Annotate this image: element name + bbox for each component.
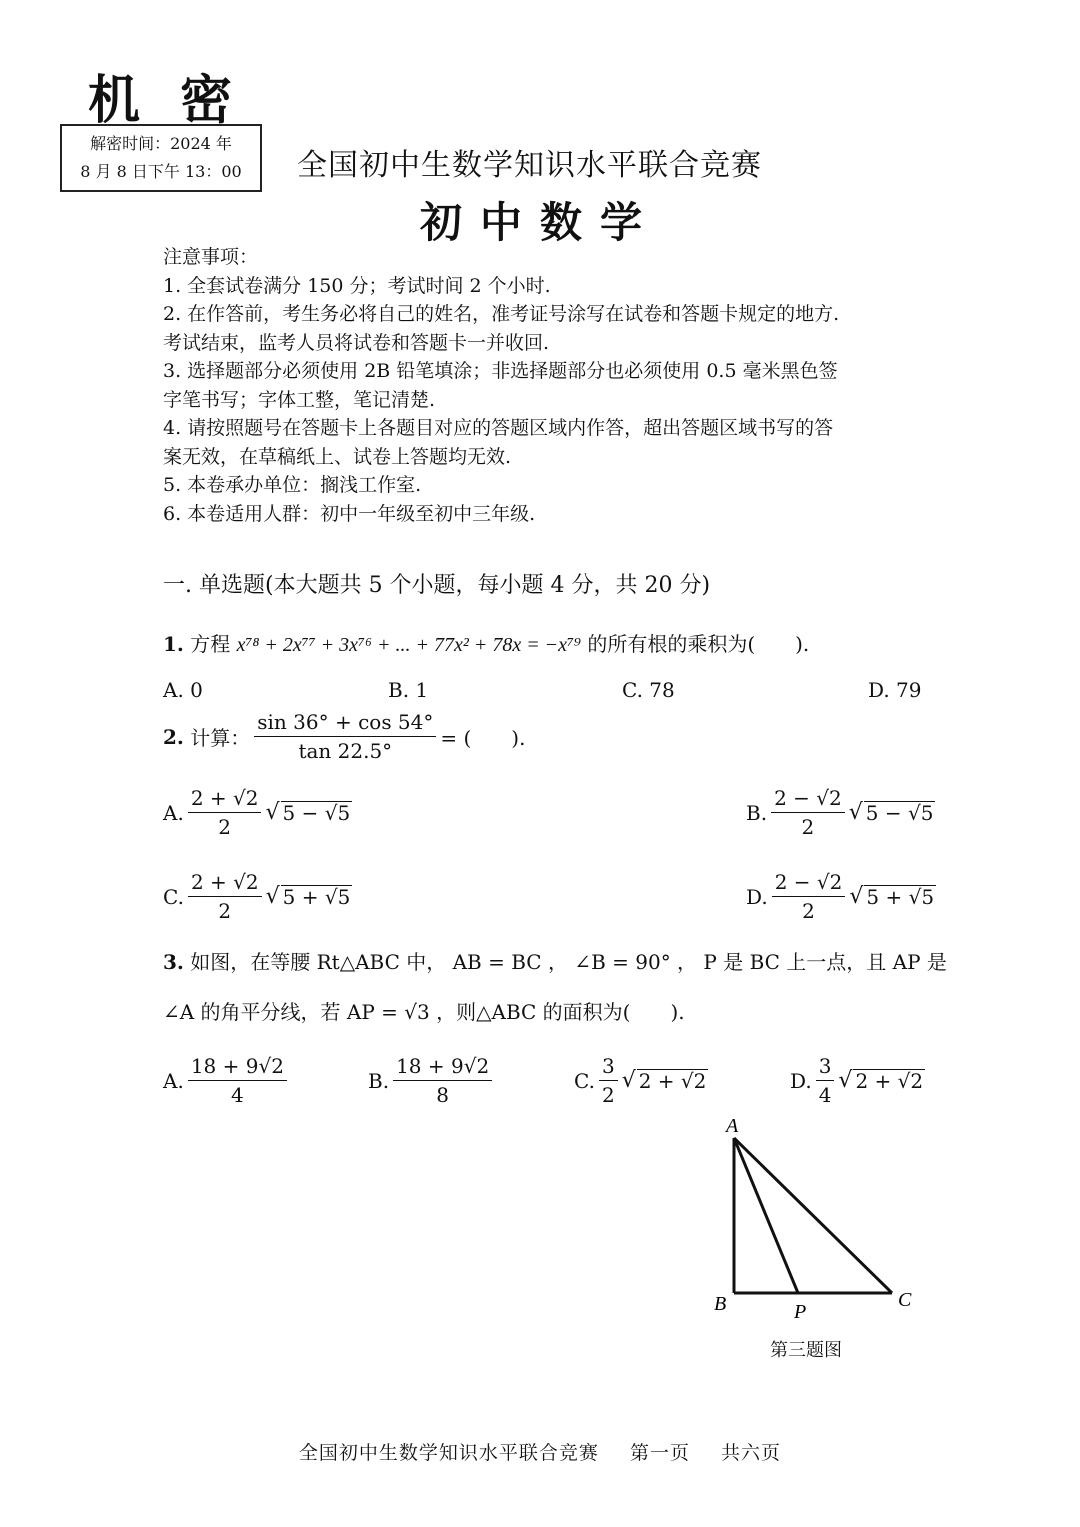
fraction: [816, 1054, 835, 1107]
fraction-numerator: 18 + 9√2: [188, 1054, 287, 1081]
question-equation: x⁷⁸ + 2x⁷⁷ + 3x⁷⁶ + ... + 77x² + 78x = −x⁷⁹: [236, 634, 581, 656]
subject-title: 初中数学: [420, 198, 661, 247]
fraction: [188, 1054, 287, 1107]
question-1: [163, 628, 809, 657]
note-line: 6. 本卷适用人群：初中一年级至初中三年级.: [163, 502, 536, 525]
note-line: 2. 在作答前，考生务必将自己的姓名，准考证号涂写在试卷和答题卡规定的地方.: [163, 303, 840, 325]
sqrt-radicand: 2 + √2: [855, 1069, 924, 1093]
option-c: C. 78: [622, 678, 675, 702]
fraction-numerator: 18 + 9√2: [393, 1054, 492, 1081]
fraction: [254, 710, 436, 763]
question-suffix: 的所有根的乘积为( ).: [587, 632, 810, 656]
question-3: [163, 946, 947, 975]
fraction-numerator: 3: [816, 1054, 835, 1081]
option-b: [746, 786, 935, 839]
declass-time-line1: 解密时间：2024 年: [90, 134, 232, 153]
option-c: [574, 1054, 708, 1107]
label-p: P: [794, 1301, 807, 1323]
option-a: [163, 786, 352, 839]
fraction: [772, 870, 846, 923]
secret-label: 机密: [88, 70, 273, 131]
question-3-line2: ∠A 的角平分线，若 AP = √3 ，则△ABC 的面积为( ).: [163, 1000, 685, 1024]
question-number: 3.: [163, 950, 184, 974]
fraction-denominator: 2: [218, 815, 232, 839]
sqrt-sign: √: [838, 1068, 853, 1093]
label-a: A: [726, 1115, 739, 1137]
fraction-numerator: 2 − √2: [771, 786, 845, 813]
note-line: 5. 本卷承办单位：搁浅工作室.: [163, 474, 422, 496]
figure-caption: 第三题图: [770, 1340, 842, 1361]
label-b: B: [714, 1293, 727, 1315]
fraction: [599, 1054, 618, 1107]
bisector-ap: [734, 1138, 798, 1293]
fraction-numerator: sin 36° + cos 54°: [254, 710, 436, 737]
option-b: B. 1: [388, 678, 429, 702]
option-letter: C.: [163, 884, 184, 909]
question-number: 2.: [163, 724, 184, 749]
label-c: C: [898, 1289, 912, 1311]
option-letter: A.: [163, 800, 184, 825]
option-d: D. 79: [868, 678, 922, 702]
question-suffix: = ( ).: [440, 726, 526, 750]
option-a: A. 0: [163, 678, 203, 702]
competition-title: 全国初中生数学知识水平联合竞赛: [297, 148, 762, 183]
option-b: [368, 1054, 496, 1107]
fraction: [393, 1054, 492, 1107]
fraction-numerator: 3: [599, 1054, 618, 1081]
footer-title: 全国初中生数学知识水平联合竞赛: [298, 1442, 599, 1464]
option-letter: D.: [790, 1068, 812, 1093]
question-number: 1.: [163, 632, 184, 656]
fraction-denominator: 4: [818, 1083, 832, 1107]
footer-page: 第一页: [629, 1442, 690, 1464]
sqrt-sign: √: [265, 800, 280, 825]
fraction-denominator: 2: [801, 815, 815, 839]
option-letter: B.: [746, 800, 768, 825]
sqrt-radicand: 5 + √5: [866, 885, 935, 909]
sqrt-radicand: 5 − √5: [282, 801, 351, 825]
fraction-numerator: 2 + √2: [188, 786, 262, 813]
notes-block: [163, 243, 923, 528]
option-letter: A.: [163, 1068, 184, 1093]
footer-total: 共六页: [721, 1442, 782, 1464]
fraction-denominator: 2: [218, 899, 232, 923]
option-c: [163, 870, 352, 923]
option-letter: B.: [368, 1068, 390, 1093]
fraction: [188, 870, 262, 923]
note-line: 字笔书写；字体工整，笔记清楚.: [163, 388, 436, 411]
section-title: 一. 单选题(本大题共 5 个小题，每小题 4 分，共 20 分): [163, 573, 711, 598]
note-line: 4. 请按照题号在答题卡上各题目对应的答题区域内作答，超出答题区域书写的答: [163, 417, 834, 439]
fraction-denominator: 8: [436, 1083, 449, 1107]
fraction-numerator: 2 − √2: [772, 870, 846, 897]
note-line: 3. 选择题部分必须使用 2B 铅笔填涂；非选择题部分也必须使用 0.5 毫米黑色签: [163, 360, 838, 382]
sqrt-radicand: 5 + √5: [282, 885, 351, 909]
declass-time-line2: 8 月 8 日下午 13：00: [80, 162, 242, 181]
notes-heading: 注意事项：: [163, 246, 259, 268]
question-line1: 如图，在等腰 Rt△ABC 中， AB = BC ， ∠B = 90° ， P 是 BC 上一点，且 AP 是: [190, 950, 947, 974]
question-prefix: 计算：: [190, 726, 251, 750]
sqrt-sign: √: [848, 800, 863, 825]
option-letter: C.: [574, 1068, 595, 1093]
option-letter: D.: [746, 884, 768, 909]
question-2: [163, 710, 525, 763]
question-prefix: 方程: [190, 632, 231, 656]
fraction-denominator: tan 22.5°: [298, 739, 393, 763]
note-line: 1. 全套试卷满分 150 分；考试时间 2 个小时.: [163, 274, 551, 297]
sqrt-radicand: 5 − √5: [865, 801, 934, 825]
side-ac: [734, 1138, 892, 1293]
fraction-denominator: 4: [231, 1083, 244, 1107]
fraction: [188, 786, 262, 839]
sqrt-sign: √: [621, 1068, 636, 1093]
fraction-denominator: 2: [802, 899, 815, 923]
declassification-box: [60, 124, 262, 192]
page-footer: [0, 1438, 1080, 1465]
fraction-numerator: 2 + √2: [188, 870, 262, 897]
fraction: [771, 786, 845, 839]
sqrt-radicand: 2 + √2: [638, 1069, 707, 1093]
option-d: [790, 1054, 925, 1107]
option-d: [746, 870, 936, 923]
option-a: [163, 1054, 291, 1107]
fraction-denominator: 2: [601, 1083, 615, 1107]
triangle-figure: [700, 1108, 930, 1328]
sqrt-sign: √: [849, 884, 864, 909]
note-line: 考试结束，监考人员将试卷和答题卡一并收回.: [163, 331, 550, 354]
sqrt-sign: √: [265, 884, 280, 909]
note-line: 案无效，在草稿纸上、试卷上答题均无效.: [163, 445, 512, 468]
